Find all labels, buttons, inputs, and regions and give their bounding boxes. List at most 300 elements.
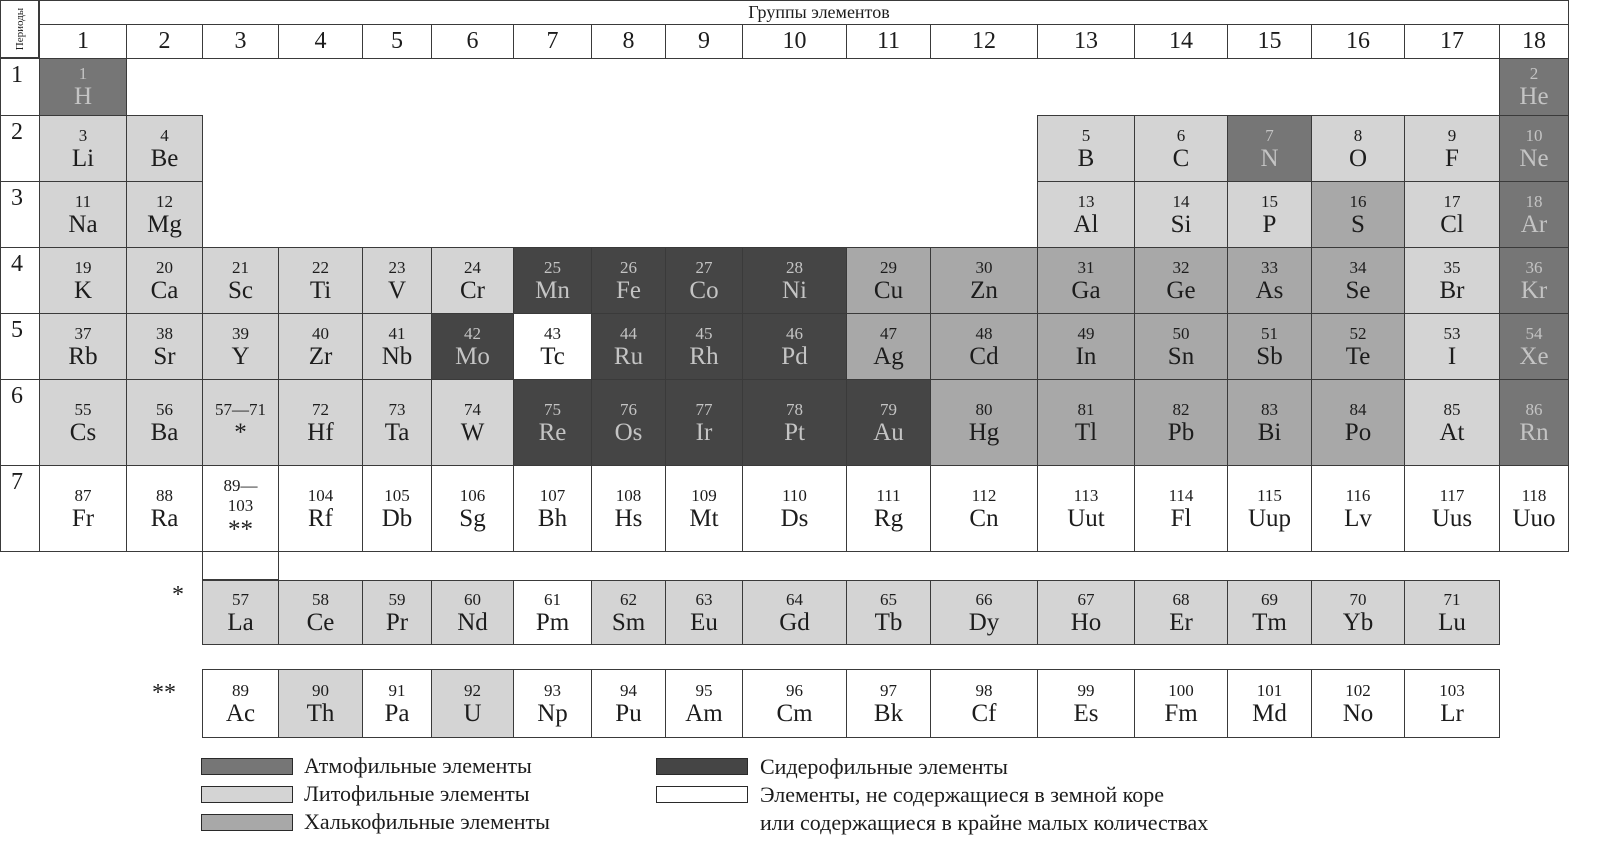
element-cell-Ne [1499, 115, 1569, 182]
element-symbol: Bi [1257, 419, 1282, 446]
legend-swatch-siderophile [656, 758, 748, 775]
element-cell-Re [513, 379, 592, 466]
element-number: 77 [695, 400, 713, 419]
element-number: 99 [1077, 681, 1095, 700]
element-symbol: Ni [782, 277, 807, 304]
element-cell-Cr [431, 247, 514, 314]
element-symbol: N [1260, 145, 1279, 172]
period-header-4: 4 [0, 247, 40, 314]
lanthanide-cell-Tb [846, 580, 931, 645]
element-number: 73 [388, 400, 406, 419]
element-number: 34 [1349, 258, 1367, 277]
element-symbol: Cl [1440, 211, 1464, 238]
element-number: 98 [975, 681, 993, 700]
element-symbol: Bh [537, 505, 568, 532]
element-symbol: He [1519, 83, 1549, 110]
period-header-7: 7 [0, 465, 40, 552]
element-number: 95 [695, 681, 713, 700]
element-cell-P [1227, 181, 1312, 248]
element-symbol: Lr [1440, 700, 1464, 727]
legend-swatch-chalcophile [201, 814, 293, 831]
element-symbol: Pb [1167, 419, 1195, 446]
element-number: 72 [312, 400, 329, 419]
lanthanide-cell-Gd [742, 580, 847, 645]
element-symbol: At [1439, 419, 1465, 446]
period-header-3: 3 [0, 181, 40, 248]
element-symbol: Dy [968, 609, 1000, 636]
element-cell-Cl [1404, 181, 1500, 248]
element-symbol: Th [306, 700, 335, 727]
element-number: 55 [74, 400, 92, 419]
element-symbol: Si [1170, 211, 1192, 238]
element-number: 21 [232, 258, 249, 277]
element-symbol: Re [538, 419, 567, 446]
element-number: 49 [1077, 324, 1095, 343]
element-symbol: Tm [1252, 609, 1287, 636]
group-header-8: 8 [591, 24, 666, 59]
period-header-6: 6 [0, 379, 40, 466]
element-symbol: Y [231, 343, 250, 370]
element-symbol: La [227, 609, 254, 636]
element-symbol: Nd [457, 609, 488, 636]
element-cell-He [1499, 58, 1569, 116]
element-symbol: Fm [1164, 700, 1198, 727]
element-symbol: S [1351, 211, 1365, 238]
actinide-cell-Cm [742, 669, 847, 738]
element-symbol: Zn [970, 277, 998, 304]
group-header-17: 17 [1404, 24, 1500, 59]
legend-label-absent: Элементы, не содержащиеся в земной коре [760, 782, 1164, 807]
element-number: 8 [1353, 126, 1363, 145]
element-number: 83 [1261, 400, 1278, 419]
element-number: 24 [464, 258, 481, 277]
element-number: 104 [307, 486, 334, 505]
element-symbol: Po [1344, 419, 1372, 446]
element-symbol: Pt [784, 419, 805, 446]
element-cell-B [1037, 115, 1135, 182]
element-cell-Fe [591, 247, 666, 314]
element-number: 27 [695, 258, 713, 277]
element-cell-Sr [126, 313, 203, 380]
element-cell-Rg [846, 465, 931, 552]
element-symbol: Pr [385, 609, 409, 636]
lanthanide-cell-Nd [431, 580, 514, 645]
element-cell-Uup [1227, 465, 1312, 552]
element-cell-Lv [1311, 465, 1405, 552]
actinide-cell-U [431, 669, 514, 738]
element-symbol: Uut [1067, 505, 1105, 532]
lanthanide-cell-Sm [591, 580, 666, 645]
element-symbol: Cf [971, 700, 997, 727]
legend-label-atmophile: Атмофильные элементы [304, 753, 532, 778]
element-cell-Hf [278, 379, 363, 466]
element-cell-Bh [513, 465, 592, 552]
element-symbol: Yb [1342, 609, 1374, 636]
element-number: 50 [1172, 324, 1190, 343]
group-header-7: 7 [513, 24, 592, 59]
element-number: 7 [1265, 126, 1274, 145]
element-number: 44 [620, 324, 637, 343]
element-symbol: Mg [147, 211, 182, 238]
actinide-cell-Lr [1404, 669, 1500, 738]
element-cell-N [1227, 115, 1312, 182]
element-cell-Y [202, 313, 279, 380]
element-symbol: Np [537, 700, 568, 727]
period-header-5: 5 [0, 313, 40, 380]
element-symbol: Ne [1519, 145, 1549, 172]
element-number: 63 [695, 590, 713, 609]
element-number: 47 [880, 324, 897, 343]
element-symbol: Al [1073, 211, 1099, 238]
element-symbol: Ti [309, 277, 332, 304]
group-header-12: 12 [930, 24, 1038, 59]
lanthanide-cell-Pm [513, 580, 592, 645]
element-number: 82 [1172, 400, 1190, 419]
element-cell-Ba [126, 379, 203, 466]
series-connector-left [202, 551, 203, 580]
element-symbol: Ca [150, 277, 179, 304]
element-symbol: Er [1169, 609, 1193, 636]
element-cell-Ga [1037, 247, 1135, 314]
actinide-cell-Bk [846, 669, 931, 738]
element-number: 43 [544, 324, 561, 343]
element-number: 91 [388, 681, 406, 700]
element-number: 80 [975, 400, 993, 419]
lanthanide-cell-Dy [930, 580, 1038, 645]
element-number: 3 [78, 126, 88, 145]
element-symbol: In [1075, 343, 1097, 370]
legend-swatch-absent [656, 786, 748, 803]
element-number: 46 [786, 324, 803, 343]
element-symbol: K [73, 277, 93, 304]
element-cell-W [431, 379, 514, 466]
element-symbol: Hf [307, 419, 334, 446]
element-number: 52 [1349, 324, 1367, 343]
element-symbol: Ac [225, 700, 256, 727]
element-symbol: Xe [1519, 343, 1549, 370]
element-cell-Os [591, 379, 666, 466]
element-number: 39 [232, 324, 249, 343]
periods-title-box [0, 0, 39, 58]
element-number: 65 [880, 590, 897, 609]
element-cell-Rb [39, 313, 127, 380]
element-number: 102 [1345, 681, 1371, 700]
element-number: 84 [1349, 400, 1367, 419]
element-cell-Bi [1227, 379, 1312, 466]
element-symbol: P [1262, 211, 1277, 238]
element-number: 89 [232, 681, 249, 700]
element-symbol: Ga [1071, 277, 1101, 304]
group-header-18: 18 [1499, 24, 1569, 59]
element-symbol: Au [873, 419, 904, 446]
element-cell-Rf [278, 465, 363, 552]
element-symbol: Lv [1344, 505, 1372, 532]
element-symbol: Ra [150, 505, 179, 532]
element-symbol: Pm [535, 609, 570, 636]
element-symbol: Sb [1256, 343, 1283, 370]
element-symbol: Cu [873, 277, 904, 304]
element-symbol: Mn [535, 277, 570, 304]
group-header-3: 3 [202, 24, 279, 59]
element-cell-Ag [846, 313, 931, 380]
element-symbol: Ir [695, 419, 713, 446]
element-cell-Rn [1499, 379, 1569, 466]
element-cell-I [1404, 313, 1500, 380]
element-cell-Fr [39, 465, 127, 552]
element-number: 38 [156, 324, 173, 343]
element-number: 113 [1073, 486, 1099, 505]
element-number: 101 [1256, 681, 1283, 700]
element-number: 116 [1345, 486, 1371, 505]
element-symbol: * [234, 419, 247, 446]
element-number: 86 [1525, 400, 1543, 419]
element-symbol: O [1348, 145, 1368, 172]
group-header-13: 13 [1037, 24, 1135, 59]
element-cell-series [202, 379, 279, 466]
element-cell-Sn [1134, 313, 1228, 380]
element-cell-Li [39, 115, 127, 182]
element-cell-Pb [1134, 379, 1228, 466]
actinide-marker: ** [152, 680, 176, 706]
element-cell-Ca [126, 247, 203, 314]
element-number: 48 [975, 324, 993, 343]
lanthanide-cell-Eu [665, 580, 743, 645]
element-number: 93 [544, 681, 561, 700]
element-symbol: B [1077, 145, 1095, 172]
element-cell-Te [1311, 313, 1405, 380]
element-symbol: Ag [873, 343, 904, 370]
element-number: 96 [786, 681, 803, 700]
element-symbol: Eu [690, 609, 718, 636]
element-number: 2 [1529, 64, 1539, 83]
element-number: 10 [1525, 126, 1543, 145]
element-symbol: Li [71, 145, 95, 172]
element-cell-Rh [665, 313, 743, 380]
element-symbol: V [387, 277, 407, 304]
element-number: 14 [1172, 192, 1190, 211]
element-number: 100 [1168, 681, 1194, 700]
element-symbol: Fl [1170, 505, 1192, 532]
periods-title: Периоды [14, 7, 26, 51]
actinide-cell-Am [665, 669, 743, 738]
element-number: 92 [464, 681, 481, 700]
element-symbol: Cd [969, 343, 999, 370]
element-cell-Ta [362, 379, 432, 466]
element-symbol: Ar [1520, 211, 1548, 238]
element-symbol: Sr [153, 343, 176, 370]
element-symbol: Tb [874, 609, 903, 636]
element-cell-Mo [431, 313, 514, 380]
element-cell-Br [1404, 247, 1500, 314]
element-number: 61 [544, 590, 561, 609]
legend-label-chalcophile: Халькофильные элементы [304, 809, 550, 834]
element-symbol: Pa [384, 700, 410, 727]
group-header-9: 9 [665, 24, 743, 59]
element-number: 60 [464, 590, 481, 609]
element-symbol: Zr [308, 343, 333, 370]
actinide-cell-Fm [1134, 669, 1228, 738]
element-cell-Ds [742, 465, 847, 552]
element-cell-Mn [513, 247, 592, 314]
element-symbol: Os [614, 419, 643, 446]
element-number: 37 [74, 324, 92, 343]
element-cell-Kr [1499, 247, 1569, 314]
element-number: 26 [620, 258, 637, 277]
element-cell-Cs [39, 379, 127, 466]
element-number: 94 [620, 681, 637, 700]
element-number: 90 [312, 681, 329, 700]
actinide-cell-Es [1037, 669, 1135, 738]
element-symbol: C [1172, 145, 1190, 172]
actinide-cell-Cf [930, 669, 1038, 738]
element-symbol: Sc [228, 277, 253, 304]
element-cell-Mg [126, 181, 203, 248]
lanthanide-cell-La [202, 580, 279, 645]
element-symbol: Am [685, 700, 723, 727]
element-number: 23 [388, 258, 406, 277]
element-number: 88 [156, 486, 173, 505]
element-number: 32 [1172, 258, 1190, 277]
element-symbol: Be [150, 145, 179, 172]
element-cell-Po [1311, 379, 1405, 466]
element-symbol: Pu [615, 700, 642, 727]
element-symbol: Kr [1520, 277, 1548, 304]
element-cell-Cd [930, 313, 1038, 380]
actinide-cell-Th [278, 669, 363, 738]
element-cell-Xe [1499, 313, 1569, 380]
legend-label-absent-continued: или содержащиеся в крайне малых количествах [760, 810, 1209, 835]
element-cell-C [1134, 115, 1228, 182]
element-symbol: Cm [776, 700, 813, 727]
group-header-6: 6 [431, 24, 514, 59]
element-number: 67 [1077, 590, 1095, 609]
element-number: 74 [464, 400, 481, 419]
element-number: 70 [1349, 590, 1367, 609]
element-number: 6 [1176, 126, 1186, 145]
element-number: 29 [880, 258, 897, 277]
element-symbol: Gd [779, 609, 810, 636]
element-cell-Sc [202, 247, 279, 314]
element-number: 108 [615, 486, 642, 505]
element-symbol: Rf [308, 505, 333, 532]
element-symbol: Na [68, 211, 98, 238]
element-number: 59 [388, 590, 406, 609]
element-number: 87 [74, 486, 92, 505]
element-cell-Fl [1134, 465, 1228, 552]
element-symbol: Uuo [1512, 505, 1556, 532]
element-number: 78 [786, 400, 803, 419]
lanthanide-cell-Ce [278, 580, 363, 645]
element-symbol: Rn [1519, 419, 1549, 446]
element-number: 4 [160, 126, 169, 145]
element-symbol: Cn [969, 505, 999, 532]
element-symbol: Lu [1438, 609, 1466, 636]
element-cell-Na [39, 181, 127, 248]
element-cell-Tl [1037, 379, 1135, 466]
element-symbol: Es [1073, 700, 1099, 727]
legend-label-siderophile: Сидерофильные элементы [760, 754, 1008, 779]
actinide-cell-Md [1227, 669, 1312, 738]
element-symbol: Ta [384, 419, 410, 446]
lanthanide-cell-Lu [1404, 580, 1500, 645]
element-symbol: Db [381, 505, 413, 532]
element-number: 30 [975, 258, 993, 277]
element-number: 42 [464, 324, 481, 343]
element-symbol: Cr [460, 277, 485, 304]
element-cell-Db [362, 465, 432, 552]
element-cell-H [39, 58, 127, 116]
element-number: 16 [1349, 192, 1367, 211]
element-symbol: Md [1252, 700, 1287, 727]
element-number: 57 [232, 590, 249, 609]
element-number: 110 [782, 486, 807, 505]
element-cell-Zr [278, 313, 363, 380]
element-symbol: Rh [689, 343, 719, 370]
element-number: 57—71 [215, 400, 266, 419]
element-cell-Se [1311, 247, 1405, 314]
element-symbol: Mt [689, 505, 719, 532]
element-number: 9 [1447, 126, 1457, 145]
period-header-1: 1 [0, 58, 40, 116]
element-number: 106 [459, 486, 486, 505]
element-cell-Nb [362, 313, 432, 380]
element-number: 13 [1077, 192, 1095, 211]
element-cell-In [1037, 313, 1135, 380]
element-cell-Cn [930, 465, 1038, 552]
element-symbol: Uus [1431, 505, 1473, 532]
element-symbol: Bk [873, 700, 904, 727]
element-symbol: Tl [1074, 419, 1098, 446]
element-number: 109 [691, 486, 717, 505]
element-number: 36 [1525, 258, 1543, 277]
element-number: 1 [78, 64, 88, 83]
element-cell-Hg [930, 379, 1038, 466]
element-symbol: Ge [1166, 277, 1196, 304]
element-symbol: Ho [1070, 609, 1102, 636]
element-number: 35 [1443, 258, 1461, 277]
element-symbol: Nb [381, 343, 413, 370]
actinide-cell-Np [513, 669, 592, 738]
element-number: 22 [312, 258, 329, 277]
element-number: 85 [1443, 400, 1461, 419]
element-number: 81 [1077, 400, 1095, 419]
element-cell-Pt [742, 379, 847, 466]
element-number: 76 [620, 400, 637, 419]
element-cell-S [1311, 181, 1405, 248]
element-symbol: H [73, 83, 93, 110]
element-symbol: Br [1439, 277, 1465, 304]
element-cell-Al [1037, 181, 1135, 248]
element-number: 41 [388, 324, 406, 343]
legend-swatch-lithophile [201, 786, 293, 803]
element-symbol: Sn [1167, 343, 1195, 370]
element-cell-Uus [1404, 465, 1500, 552]
element-symbol: Ds [780, 505, 809, 532]
series-connector-right [278, 551, 279, 580]
element-cell-Ge [1134, 247, 1228, 314]
element-symbol: Co [689, 277, 719, 304]
element-cell-seriesseries [202, 465, 279, 552]
element-symbol: I [1447, 343, 1457, 370]
element-number: 58 [312, 590, 329, 609]
element-number: 107 [539, 486, 566, 505]
element-symbol: Ru [613, 343, 644, 370]
element-number: 51 [1261, 324, 1278, 343]
element-number: 62 [620, 590, 637, 609]
lanthanide-cell-Er [1134, 580, 1228, 645]
element-number: 75 [544, 400, 561, 419]
element-cell-Sb [1227, 313, 1312, 380]
